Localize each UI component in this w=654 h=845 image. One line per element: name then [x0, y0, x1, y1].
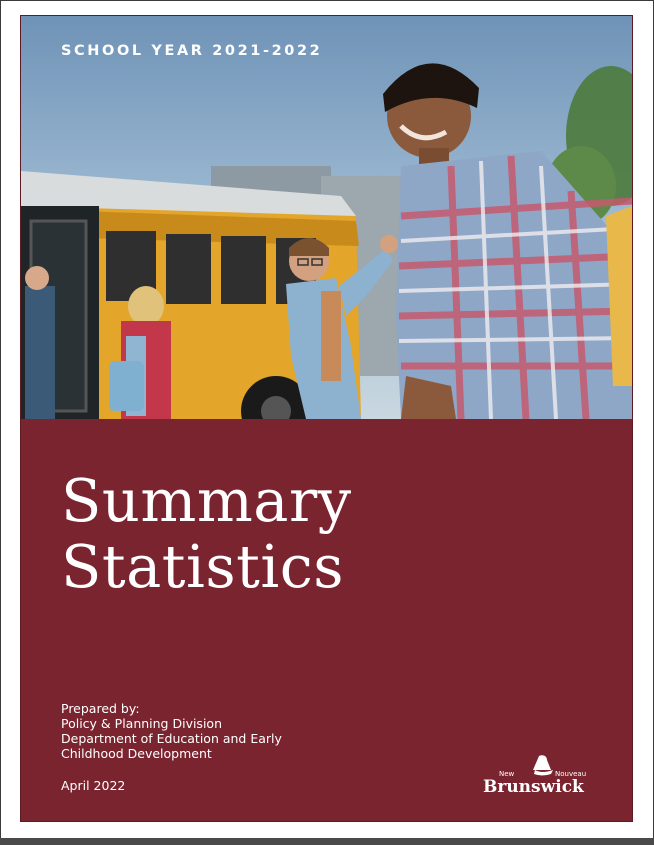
- report-title: [61, 468, 352, 600]
- prepared-by-line: Department of Education and Early: [61, 731, 282, 746]
- school-year-label: SCHOOL YEAR 2021-2022: [61, 43, 323, 59]
- title-line-1: Summary: [61, 466, 352, 535]
- prepared-by-line: Childhood Development: [61, 746, 212, 761]
- prepared-by-line: Policy & Planning Division: [61, 716, 222, 731]
- publication-date: April 2022: [61, 778, 126, 793]
- prepared-by-line: Prepared by:: [61, 701, 140, 716]
- students-bus-illustration: [21, 16, 632, 419]
- title-line-2: Statistics: [61, 532, 345, 601]
- ship-emblem-icon: [533, 755, 553, 775]
- logo-text-brunswick: Brunswick: [483, 777, 584, 797]
- report-cover: [21, 16, 632, 821]
- logo-text-new: New: [499, 770, 515, 778]
- prepared-by-block: [61, 701, 282, 761]
- cover-photo: [21, 16, 632, 419]
- logo-text-nouveau: Nouveau: [555, 770, 587, 778]
- viewer-bottom-bar: [0, 838, 654, 845]
- new-brunswick-logo: [481, 752, 601, 798]
